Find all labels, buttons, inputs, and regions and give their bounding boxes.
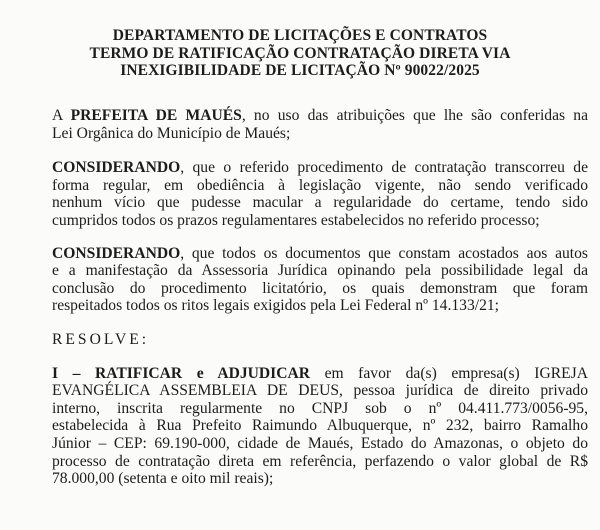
considerando-label: CONSIDERANDO bbox=[52, 244, 181, 262]
header-inexigibility-number: INEXIGIBILIDADE DE LICITAÇÃO Nº 90022/2025 bbox=[120, 62, 480, 79]
paragraph-considerando-2 bbox=[52, 245, 588, 315]
paragraph-line bbox=[52, 159, 588, 177]
paragraph-line: nenhum vício que pudesse macular a regularidade do certame, tendo sido bbox=[52, 194, 588, 212]
header-term-title: TERMO DE RATIFICAÇÃO CONTRATAÇÃO DIRETA VIA bbox=[89, 44, 511, 62]
paragraph-line bbox=[52, 245, 588, 263]
paragraph-line: conclusão do procedimento licitatório, os quais demonstram que foram bbox=[52, 279, 588, 297]
paragraph-prefix: A bbox=[52, 107, 71, 124]
paragraph-line: EVANGÉLICA ASSEMBLEIA DE DEUS, pessoa jurídica de direito privado bbox=[52, 382, 588, 400]
ratificar-label: I – RATIFICAR e ADJUDICAR bbox=[52, 364, 311, 382]
header-department: DEPARTAMENTO DE LICITAÇÕES E CONTRATOS bbox=[112, 27, 488, 44]
paragraph-considerando-1 bbox=[52, 159, 588, 229]
paragraph-text: , que o referido procedimento de contratação transcorreu de bbox=[180, 159, 588, 177]
paragraph-ratificar bbox=[52, 365, 588, 488]
paragraph-line: processo de contratação direta em referência, perfazendo o valor global de R$ bbox=[52, 452, 588, 470]
paragraph-line bbox=[52, 107, 588, 125]
resolve-heading: RESOLVE: bbox=[52, 330, 150, 348]
paragraph-line: forma regular, em obediência à legislação vigente, não sendo verificado bbox=[52, 176, 588, 194]
paragraph-prefeita bbox=[52, 107, 588, 142]
prefeita-title: PREFEITA DE MAUÉS bbox=[70, 107, 242, 124]
paragraph-text: , no uso das atribuições que lhe são conferidas na bbox=[241, 107, 588, 124]
paragraph-line: Lei Orgânica do Município de Maués; bbox=[52, 124, 291, 142]
paragraph-line: Júnior – CEP: 69.190-000, cidade de Maués, Estado do Amazonas, o objeto do bbox=[52, 434, 588, 452]
paragraph-line: respeitados todos os ritos legais exigidos pela Lei Federal nº 14.133/21; bbox=[52, 297, 500, 315]
paragraph-line: estabelecida à Rua Prefeito Raimundo Albuquerque, nº 232, bairro Ramalho bbox=[52, 417, 588, 435]
paragraph-line: cumpridos todos os prazos regulamentares estabelecidos no referido processo; bbox=[52, 211, 540, 229]
paragraph-line: interno, inscrita regularmente no CNPJ sob o nº 04.411.773/0056-95, bbox=[52, 399, 588, 417]
considerando-label: CONSIDERANDO bbox=[52, 159, 181, 177]
paragraph-line: 78.000,00 (setenta e oito mil reais); bbox=[52, 470, 274, 488]
paragraph-text: , que todos os documentos que constam acostados aos autos bbox=[180, 244, 588, 262]
paragraph-text: em favor da(s) empresa(s) IGREJA bbox=[310, 364, 589, 382]
paragraph-line: e a manifestação da Assessoria Jurídica opinando pela possibilidade legal da bbox=[52, 262, 588, 280]
paragraph-line bbox=[52, 365, 588, 383]
document-body bbox=[52, 107, 588, 504]
document-header bbox=[0, 27, 600, 80]
